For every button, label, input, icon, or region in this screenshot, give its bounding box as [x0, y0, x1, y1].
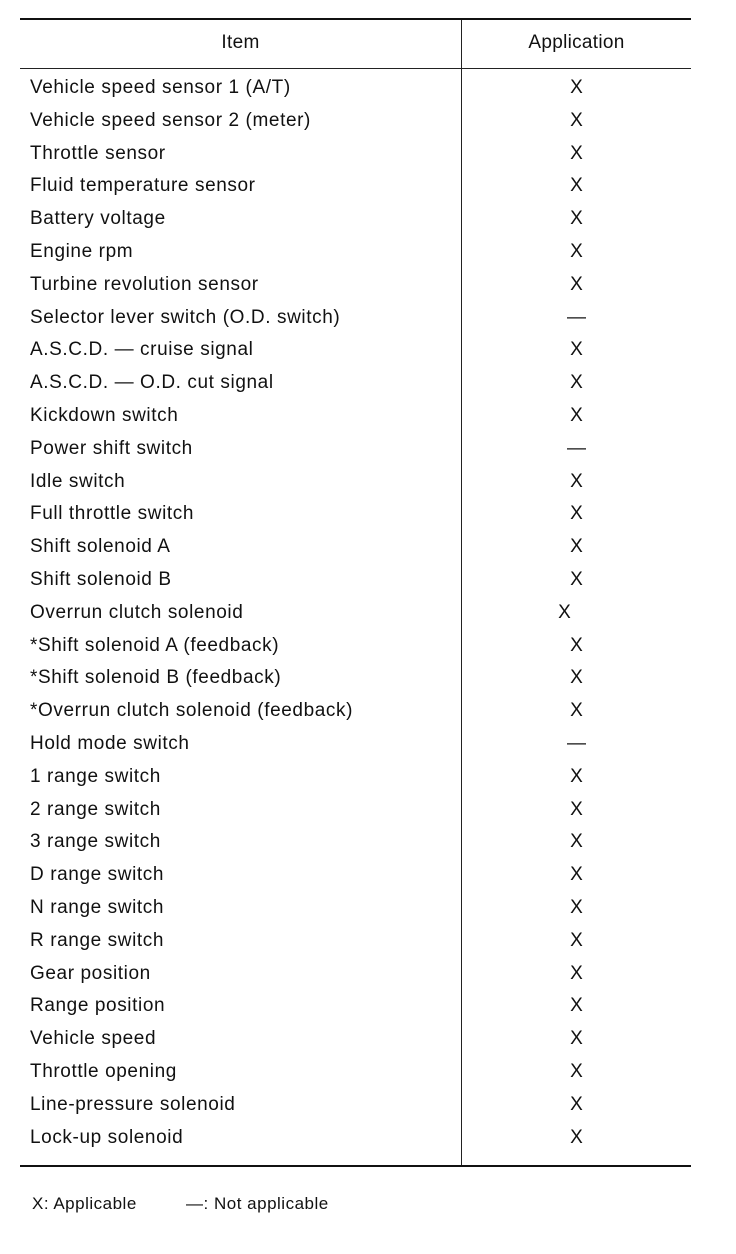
table-row: [20, 206, 691, 239]
table-row: [20, 501, 691, 534]
table-row: [20, 370, 691, 403]
table-row: [20, 108, 691, 141]
row-application-mark: X: [570, 667, 583, 689]
row-application-mark: X: [570, 864, 583, 886]
table-row: [20, 1059, 691, 1092]
row-application-mark: X: [570, 372, 583, 394]
row-item-name: Overrun clutch solenoid: [30, 601, 244, 623]
table-body: [20, 75, 691, 1157]
table-row: [20, 469, 691, 502]
row-item-name: 1 range switch: [30, 765, 161, 787]
row-application-mark: X: [570, 1126, 583, 1148]
row-item-name: Idle switch: [30, 470, 126, 492]
table-top-rule: [20, 18, 691, 20]
row-item-name: Shift solenoid A: [30, 536, 171, 558]
row-item-name: Battery voltage: [30, 208, 166, 230]
table-row: [20, 272, 691, 305]
row-application-mark: X: [570, 240, 583, 262]
row-item-name: 2 range switch: [30, 798, 161, 820]
table-row: [20, 633, 691, 666]
column-header-application: Application: [528, 32, 625, 53]
table-row: [20, 600, 691, 633]
row-application-mark: X: [570, 142, 583, 164]
table-row: [20, 305, 691, 338]
row-item-name: Throttle opening: [30, 1060, 177, 1082]
table-row: [20, 403, 691, 436]
row-item-name: Shift solenoid B: [30, 568, 172, 590]
table-row: [20, 1092, 691, 1125]
table-row: [20, 337, 691, 370]
row-application-mark: X: [570, 1060, 583, 1082]
row-item-name: A.S.C.D. — cruise signal: [30, 339, 254, 361]
legend-applicable: X: Applicable: [32, 1194, 137, 1213]
row-application-mark: X: [570, 962, 583, 984]
row-application-mark: X: [570, 634, 583, 656]
row-application-mark: —: [567, 306, 586, 328]
row-item-name: *Overrun clutch solenoid (feedback): [30, 700, 354, 722]
column-header-item: Item: [221, 32, 260, 53]
table-row: [20, 239, 691, 272]
table-row: [20, 961, 691, 994]
row-item-name: Lock-up solenoid: [30, 1126, 184, 1148]
row-item-name: R range switch: [30, 929, 165, 951]
row-application-mark: X: [570, 273, 583, 295]
table-row: [20, 797, 691, 830]
row-item-name: Power shift switch: [30, 437, 193, 459]
header-rule: [20, 68, 691, 69]
row-application-mark: X: [558, 601, 571, 623]
row-application-mark: X: [570, 109, 583, 131]
row-item-name: Turbine revolution sensor: [30, 273, 259, 295]
row-application-mark: X: [570, 404, 583, 426]
row-application-mark: —: [567, 732, 586, 754]
table-row: [20, 665, 691, 698]
legend-not-applicable: —: Not applicable: [186, 1194, 329, 1213]
row-application-mark: X: [570, 700, 583, 722]
legend: [32, 1194, 329, 1214]
table-row: [20, 75, 691, 108]
row-application-mark: X: [570, 995, 583, 1017]
row-item-name: Vehicle speed: [30, 1028, 157, 1050]
row-application-mark: X: [570, 208, 583, 230]
row-item-name: 3 range switch: [30, 831, 161, 853]
row-item-name: Selector lever switch (O.D. switch): [30, 306, 341, 328]
row-application-mark: X: [570, 929, 583, 951]
table-row: [20, 173, 691, 206]
row-item-name: Line-pressure solenoid: [30, 1093, 236, 1115]
table-row: [20, 698, 691, 731]
row-item-name: Kickdown switch: [30, 404, 179, 426]
table-row: [20, 928, 691, 961]
row-item-name: *Shift solenoid B (feedback): [30, 667, 282, 689]
row-application-mark: X: [570, 896, 583, 918]
row-application-mark: X: [570, 536, 583, 558]
table-row: [20, 534, 691, 567]
row-application-mark: X: [570, 339, 583, 361]
row-application-mark: X: [570, 77, 583, 98]
table-row: [20, 1026, 691, 1059]
row-application-mark: X: [570, 831, 583, 853]
row-application-mark: X: [570, 798, 583, 820]
row-application-mark: X: [570, 765, 583, 787]
row-application-mark: X: [570, 503, 583, 525]
row-item-name: Vehicle speed sensor 1 (A/T): [30, 77, 291, 98]
row-application-mark: X: [570, 470, 583, 492]
table-row: [20, 1125, 691, 1158]
row-item-name: N range switch: [30, 896, 165, 918]
row-item-name: D range switch: [30, 864, 165, 886]
table-row: [20, 993, 691, 1026]
row-item-name: Hold mode switch: [30, 732, 190, 754]
table-row: [20, 567, 691, 600]
table-row: [20, 829, 691, 862]
row-item-name: Gear position: [30, 962, 151, 984]
table-bottom-rule: [20, 1165, 691, 1167]
table-row: [20, 895, 691, 928]
table-row: [20, 731, 691, 764]
row-application-mark: X: [570, 1028, 583, 1050]
table-row: [20, 436, 691, 469]
row-item-name: Vehicle speed sensor 2 (meter): [30, 109, 311, 131]
table-row: [20, 764, 691, 797]
table-row: [20, 141, 691, 174]
row-application-mark: X: [570, 568, 583, 590]
row-application-mark: —: [567, 437, 586, 459]
row-item-name: A.S.C.D. — O.D. cut signal: [30, 372, 274, 394]
row-item-name: *Shift solenoid A (feedback): [30, 634, 280, 656]
row-item-name: Engine rpm: [30, 240, 134, 262]
row-item-name: Fluid temperature sensor: [30, 175, 256, 197]
row-item-name: Range position: [30, 995, 166, 1017]
row-application-mark: X: [570, 1093, 583, 1115]
table-row: [20, 862, 691, 895]
row-item-name: Full throttle switch: [30, 503, 195, 525]
row-application-mark: X: [570, 175, 583, 197]
row-item-name: Throttle sensor: [30, 142, 166, 164]
